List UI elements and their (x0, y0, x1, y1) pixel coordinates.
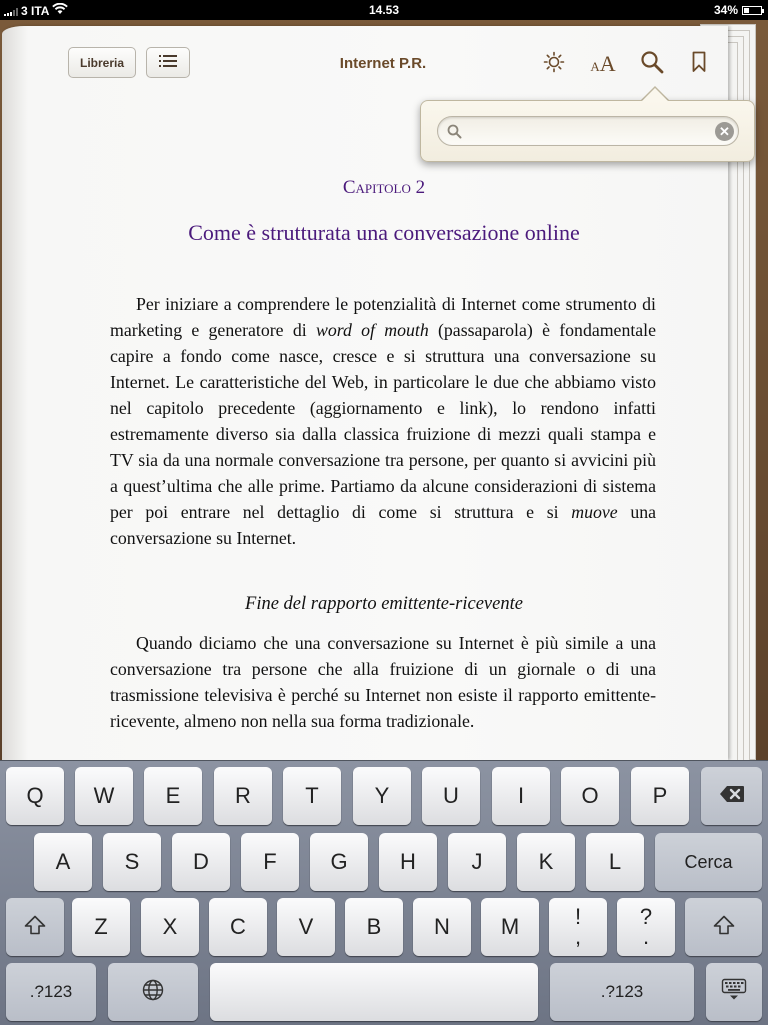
key-z[interactable]: Z (72, 898, 130, 956)
backspace-icon (719, 785, 745, 808)
key-o[interactable]: O (561, 767, 619, 825)
bookmark-icon (692, 51, 706, 78)
key-n[interactable]: N (413, 898, 471, 956)
key-t[interactable]: T (283, 767, 341, 825)
popover-arrow-fill (641, 88, 669, 102)
status-bar (0, 0, 768, 20)
key-u[interactable]: U (422, 767, 480, 825)
key-e[interactable]: E (144, 767, 202, 825)
key-h[interactable]: H (379, 833, 437, 891)
bookmark-button[interactable] (688, 50, 710, 78)
key-r[interactable]: R (214, 767, 272, 825)
key-bottom-char: , (574, 924, 582, 949)
search-popover (420, 100, 755, 162)
clock: 14.53 (368, 3, 400, 17)
shift-key-left[interactable] (6, 898, 64, 956)
list-icon (159, 54, 177, 71)
library-button[interactable]: Libreria (68, 47, 136, 78)
brightness-icon (543, 51, 565, 78)
battery-percent: 34% (713, 3, 738, 17)
paragraph-italic: word of mouth (315, 320, 429, 340)
key-k[interactable]: K (517, 833, 575, 891)
paragraph (110, 291, 656, 551)
search-icon (447, 124, 462, 144)
carrier-label: 3 ITA (21, 3, 50, 18)
key-g[interactable]: G (310, 833, 368, 891)
numbers-key-right[interactable]: .?123 (550, 963, 694, 1021)
battery-icon (742, 6, 762, 15)
numbers-key-left[interactable]: .?123 (6, 963, 96, 1021)
font-size-button[interactable] (586, 50, 620, 78)
key-a[interactable]: A (34, 833, 92, 891)
font-size-icon: AA (590, 51, 616, 76)
clear-icon[interactable]: ✕ (715, 122, 734, 141)
paragraph: Quando diciamo che una conversazione su Internet è più simile a una conversazione tra persone che alla fruizione di un giornale o di una trasmissione televisiva è perché su Internet non esiste il rapporto emittente-ricevente, almeno non nella sua forma tradizionale. (110, 633, 656, 731)
key-question-period[interactable] (617, 898, 675, 956)
key-c[interactable]: C (209, 898, 267, 956)
keyboard (0, 760, 768, 1025)
globe-icon (142, 979, 164, 1006)
chapter-title: Come è strutturata una conversazione online (188, 220, 580, 245)
key-i[interactable]: I (492, 767, 550, 825)
search-input[interactable] (468, 121, 712, 143)
section-heading: Fine del rapporto emittente-ricevente (245, 594, 523, 614)
chapter-heading: Capitolo 2 (342, 177, 426, 198)
backspace-key[interactable] (701, 767, 762, 825)
shift-key-right[interactable] (685, 898, 762, 956)
keyboard-dismiss-icon (721, 978, 747, 1007)
key-w[interactable]: W (75, 767, 133, 825)
paragraph-text: una conversazione su Internet. (110, 502, 656, 548)
key-p[interactable]: P (631, 767, 689, 825)
search-field[interactable] (437, 116, 739, 146)
key-j[interactable]: J (448, 833, 506, 891)
search-icon (640, 50, 664, 79)
paragraph-text: (passaparola) è fondamentale capire a fondo come nasce, cresce e si struttura una conversazione su Internet. Le caratteristiche del Web, in particolare le due che abbiamo visto nel capitolo precedente (aggiornamento e link), lo rendono infatti estremamente diverso sia dalla classica fruizione di mezzi quali stampa e TV sia da una normale conversazione tra persone, per quanto si avvicini più a quest’ultima che alle prime. Partiamo da alcune considerazioni di sistema per poi entrare nel dettaglio di come si struttura e si (110, 320, 656, 522)
key-bottom-char: . (642, 924, 650, 949)
shift-icon (24, 915, 46, 940)
paragraph-italic: muove (571, 502, 618, 522)
space-key[interactable] (210, 963, 538, 1021)
status-right (714, 3, 762, 17)
key-l[interactable]: L (586, 833, 644, 891)
key-d[interactable]: D (172, 833, 230, 891)
key-v[interactable]: V (277, 898, 335, 956)
key-m[interactable]: M (481, 898, 539, 956)
book-title: Internet P.R. (339, 55, 427, 72)
table-of-contents-button[interactable] (146, 47, 190, 78)
search-button[interactable] (639, 50, 665, 78)
brightness-button[interactable] (541, 50, 567, 78)
globe-key[interactable] (108, 963, 198, 1021)
key-y[interactable]: Y (353, 767, 411, 825)
key-f[interactable]: F (241, 833, 299, 891)
key-q[interactable]: Q (6, 767, 64, 825)
key-s[interactable]: S (103, 833, 161, 891)
key-b[interactable]: B (345, 898, 403, 956)
shift-icon (713, 915, 735, 940)
paragraph-text: Per iniziare a comprendere le potenzialità di Internet come strumento di marketing e generatore di (110, 294, 656, 340)
search-key[interactable]: Cerca (655, 833, 762, 891)
keyboard-dismiss-key[interactable] (706, 963, 762, 1021)
key-top-char: ? (639, 904, 653, 929)
key-top-char: ! (574, 904, 582, 929)
key-exclamation-comma[interactable] (549, 898, 607, 956)
key-x[interactable]: X (141, 898, 199, 956)
